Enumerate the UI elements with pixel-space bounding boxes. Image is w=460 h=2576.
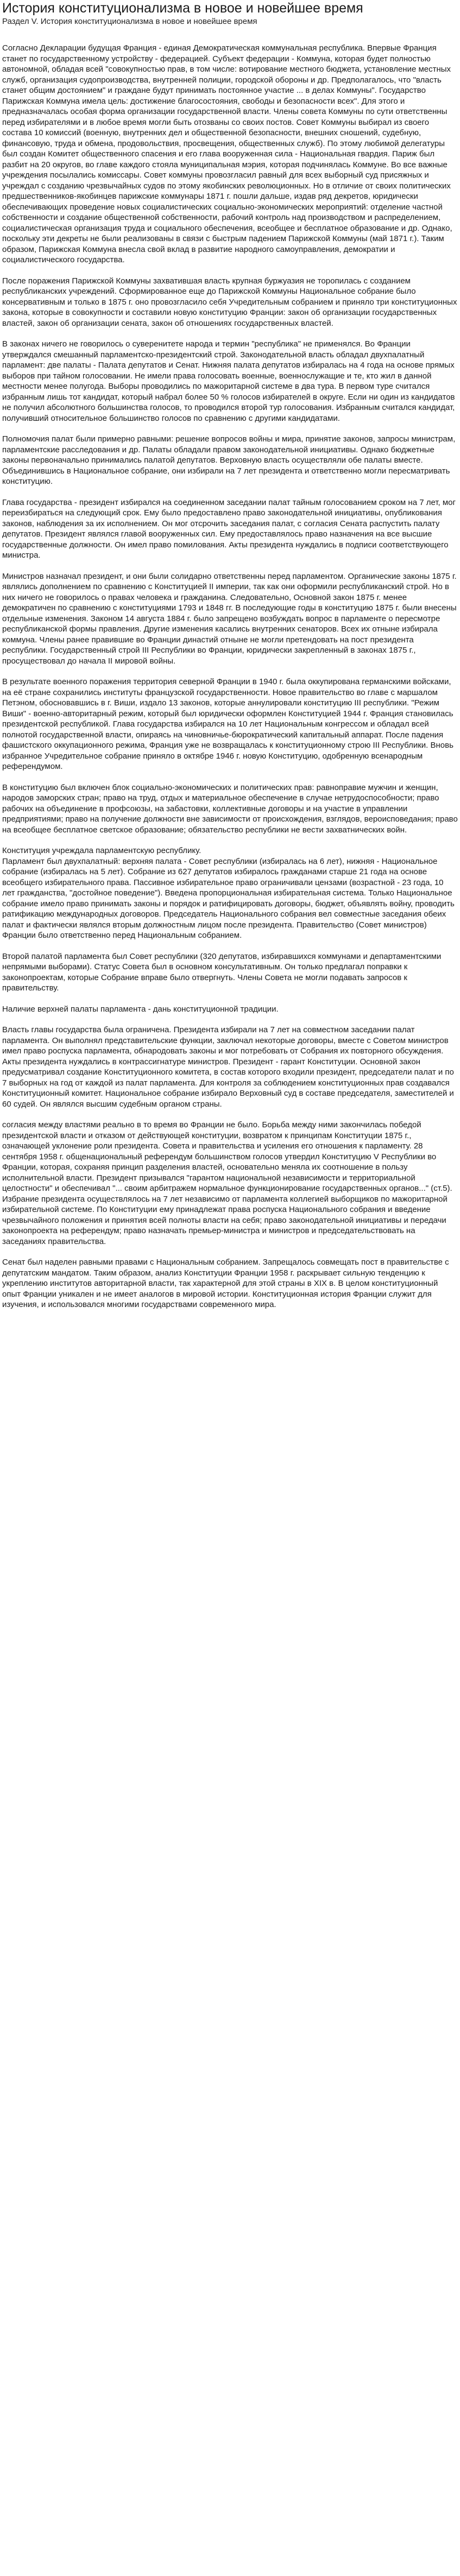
article-paragraph: Сенат был наделен равными правами с Национальным собранием. Запрещалось совмещать пост в правительстве с депутатским мандатом. Таким образом, анализ Конституции Франции 1958 г. раскрывает сильную тенденцию к укреплению институтов авторитарной власти, так характерной для этой страны в XIX в. В целом конституционный опыт Франции уникален и не имеет аналогов в мировой истории. Конституционная история Франции служит для изучения, и использовался многими государствами современного мира. [2, 1258, 449, 1309]
article-paragraph: Глава государства - президент избирался на соединенном заседании палат тайным голосованием сроком на 7 лет, мог переизбираться на следующий срок. Ему было предоставлено право законодательной инициативы, опубликования законов, наблюдения за их исполнением. Он мог отсрочить заседания палат, с согласия Сената распустить палату депутатов. Президент являлся главой вооруженных сил. Ему предоставлялось право назначения на все высшие государственные должности. Он имел право помилования. Акты президента нуждались в подписи соответствующего министра. [2, 497, 456, 560]
article-paragraph: В результате военного поражения территория северной Франции в 1940 г. была оккупирована германскими войсками, на её стране сохранились институты французской государственности. Новое правительство во главе с маршалом Петэном, обосновавшись в г. Виши, издало 13 законов, которые аннулировали конституцию III республики. "Режим Виши" - военно-авторитарный режим, который был юридически оформлен Конституцией 1944 г. Франция становилась президентской республикой. Глава государства избирался на 10 лет Национальным конгрессом и обладал всей полнотой государственной власти, опираясь на чиновничье-бюрократический капитальный аппарат. После падения фашистского оккупационного режима, Франция уже не возвращалась к конституционному строю III Республики. Вновь избранное Учредительное собрание приняло в октябре 1946 г. новую Конституцию, одобренную всенародным референдумом. [2, 677, 453, 771]
article-paragraph: Второй палатой парламента был Совет республики (320 депутатов, избиравшихся коммунами и департаментскими непрямыми выборами). Статус Совета был в основном консультативным. Он только предлагал поправки к законопроектам, которые Собрание вправе было отвергнуть. Члены Совета не могли подавать запросов к правительству. [2, 951, 442, 993]
article-paragraph: В конституцию был включен блок социально-экономических и политических прав: равноправие мужчин и женщин, народов заморских стран; право на труд, отдых и материальное обеспечение в случае нетрудоспособности; право рабочих на объединение в профсоюзы, на забастовки, коллективные договоры и на участие в управлении предприятиями; право на получение должности вне зависимости от происхождения, взглядов, вероисповедания; право на всеобщее бесплатное светское образование; обязательство республики не вести захватнических войн. [2, 782, 458, 835]
breadcrumb[interactable]: Раздел V. История конституционализма в новое и новейшее время [2, 17, 257, 26]
article-paragraph: Согласно Декларации будущая Франция - единая Демократическая коммунальная республика. Впервые Франция станет по государственному устройству - федерацией. Субъект федерации - Коммуна, которая будет полностью автономной, обладая всей "совокупностью прав, в том числе: вотирование местного бюджета, установление местных служб, организация судопроизводства, внутренней полиции, городской обороны и др. Предполагалось, что "власть станет общим достоянием" и граждане будут принимать постоянное участие ... в делах Коммуны". Государство Парижская Коммуна имела цель: достижение благосостояния, свободы и безопасности всех". Для этого и предназначалась особая форма организации государственной власти. Члены совета Коммуны по сути ответственны перед избирателями и в любое время могли быть отозваны со своих постов. Совет Коммуны выбирал из своего состава 10 комиссий (военную, внутренних дел и общественной безопасности, внешних сношений, судебную, финансовую, труда и обмена, продовольствия, просвещения, общественных служб). По этому любимой делегатуры был создан Комитет общественного спасения и его глава вооруженная сила - Национальная гвардия. Париж был разбит на 20 округов, во главе каждого стояла муниципальная мэрия, которая подчинялась Коммуне. Во все важные учреждения посылались комиссары. Совет коммуны провозгласил равный для всех выборный суд присяжных и учреждал с созданию чрезвычайных судов по этому якобинских революционных. Но в отличие от своих политических предшественников-якобинцев парижские коммунары 1871 г. пошли дальше, издав ряд декретов, юридически обеспечивающих проведение новых социалистических социально-экономических мероприятий: отделение частной собственности и создание общественной собственности, рабочий контроль над производством и распределением, социалистическая организация труда и социального обеспечения, всеобщее и бесплатное образование и др. Однако, поскольку эти декреты не были реализованы в связи с быстрым падением Парижской Коммуны (май 1871 г.). Таким образом, Парижская Коммуна внесла свой вклад в развитие народного самоуправления, демократии и социалистического государства. [2, 43, 452, 264]
article-paragraph: Власть главы государства была ограничена. Президента избирали на 7 лет на совместном заседании палат парламента. Он выполнял представительские функции, заключал некоторые договоры, вместе с Советом министров имел право роспуска парламента, обнародовать законы и мог потребовать от Собрания их повторного обсуждения. Акты президента нуждались в контрассигнатуре министров. Президент - гарант Конституции. Основной закон предусматривал создание Конституционного комитета, в состав которого входили президент, председатели палат и по 7 выборных на год от каждой из палат парламента. Для контроля за соблюдением конституционных прав создавался Конституционный комитет. Национальное собрание избирало Верховный суд в составе председателя, заместителей и 60 судей. Он являлся высшим судебным органом страны. [2, 1025, 454, 1109]
page-title: История конституционализма в новое и новейшее время [2, 1, 363, 16]
article-paragraph: Наличие верхней палаты парламента - дань конституционной традиции. [2, 1004, 279, 1014]
article-paragraph: Полномочия палат были примерно равными: решение вопросов войны и мира, принятие законов, запросы министрам, парламентские расследования и др. Палаты обладали правом законодательной инициативы. Однако бюджетные законы первоначально принимались палатой депутатов. Верховную власть осуществляли обе палаты вместе. Объединившись в Национальное собрание, они избирали на 7 лет президента и ответственно могли пересматривать конституцию. [2, 434, 456, 486]
article-paragraph: Конституция учреждала парламентскую республику. Парламент был двухпалатный: верхняя палата - Совет республики (избиралась на 6 лет), нижняя - Национальное собрание (избиралась на 5 лет). Собрание из 627 депутатов избиралось гражданами старше 21 года на основе всеобщего избирательного права. Пассивное избирательное право ограничивали цензами (возрастной - 23 года, 10 лет гражданства, "достойное поведение"). Введена пропорциональная избирательная система. Только Национальное собрание имело право принимать законы и порядок и ратифицировать договоры, бюджет, объявлять войну, проводить ратификацию международных договоров. Председатель Национального собрания вел совместные заседания обеих палат и фактически являлся вторым должностным лицом после президента. Правительство (Совет министров) Франции было ответственно перед Национальным собранием. [2, 846, 455, 940]
article-paragraph: В законах ничего не говорилось о суверенитете народа и термин "республика" не применялся. Во Франции утверждался смешанный парламентско-президентский строй. Законодательной власть обладал двухпалатный парламент: две палаты - Палата депутатов и Сенат. Нижняя палата депутатов избиралась на 4 года на основе прямых выборов при тайном голосовании. Не имели права голосовать военные, военнослужащие и те, кто жил в данной местности менее полугода. Выборы проводились по мажоритарной системе в два тура. В первом туре считался избранным лишь тот кандидат, который набрал более 50 % голосов избирателей в округе. Если ни один из кандидатов не получил абсолютного большинства голосов, то проводился второй тур голосования. Избранным считался кандидат, получивший относительное большинство голосов по сравнению с другими кандидатами. [2, 339, 455, 423]
article-body [2, 43, 458, 1310]
article-paragraph: Министров назначал президент, и они были солидарно ответственны перед парламентом. Органические законы 1875 г. являлись дополнением по сравнению с Конституцией II империи, так как они оформили республиканский строй. Но в них ничего не говорилось о правах человека и гражданина. Следовательно, Основной закон 1875 г. менее демократичен по сравнению с конституциями 1793 и 1848 гг. В последующие годы в конституцию 1875 г. были внесены отдельные изменения. Законом 14 августа 1884 г. было запрещено возбуждать вопрос в парламенте о пересмотре республиканской формы правления. Другие изменения касались внутренних сенаторов. Всех их отныне избирала коммуна. Члены ранее правившие во Франции династий отныне не могли претендовать на пост президента республики. Государственный строй III Республики во Франции, юридически закрепленный в законах 1875 г., просуществовал до начала II мировой войны. [2, 571, 457, 666]
article-paragraph: согласия между властями реально в то время во Франции не было. Борьба между ними закончилась победой президентской власти и отказом от действующей конституции, возвратом к принципам Конституции 1875 г., означающей уклонение роли президента. Совета и правительства и усиления его отношения к парламенту. 28 сентября 1958 г. общенациональный референдум большинством голосов утвердил Конституцию V Республики во Франции, которая, сохраняя принцип разделения властей, основательно меняла их соотношение в пользу исполнительной власти. Президент призывался "гарантом национальной независимости и территориальной целостности" и обеспечивал "... своим арбитражем нормальное функционирование государственных органов..." (ст.5). Избрание президента осуществлялось на 7 лет независимо от парламента коллегией выборщиков по мажоритарной избирательной системе. По Конституции ему принадлежат права роспуска Национального собрания и введение чрезвычайного положения и принятия всей полноты власти на себя; право законодательной инициативы и передачи законопроекта на референдум; право назначать премьер-министра и министров и председательствовать на заседаниях правительства. [2, 1120, 452, 1246]
article-paragraph: После поражения Парижской Коммуны захватившая власть крупная буржуазия не торопилась с созданием республиканских учреждений. Сформированное еще до Парижской Коммуны Национальное собрание было консервативным и только в 1875 г. оно провозгласило себя Учредительным собранием и приняло три конституционных закона, которые в совокупности и составили новую конституцию Франции: закон об организации государственных властей, закон об организации сената, закон об отношениях государственных властей. [2, 276, 457, 328]
